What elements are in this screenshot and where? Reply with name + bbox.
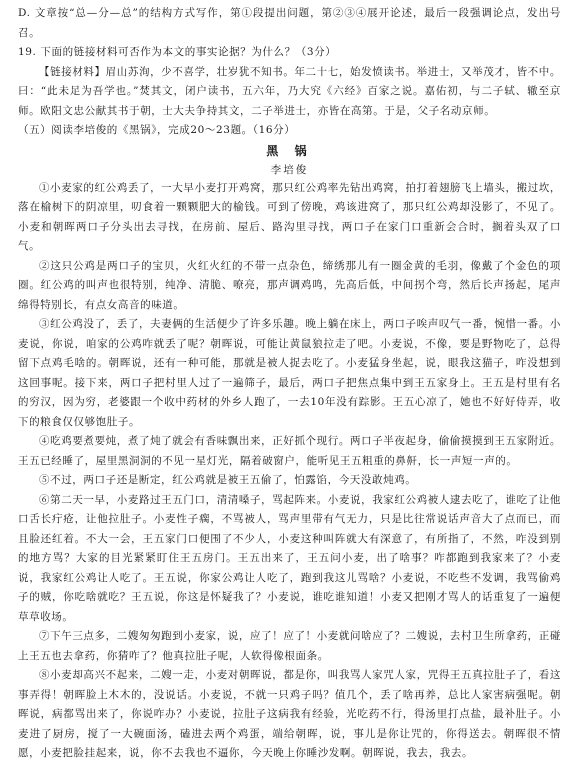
story-title: 黑 锅 — [266, 143, 313, 158]
paragraph-7: ⑦下午三点多，二嫂匆匆跑到小麦家，说，应了！应了！小麦就问啥应了？二嫂说，去村卫生所拿药，正碰上王五也去拿药，你猜咋了？他真拉肚子呢，人软得像根面条。 — [18, 630, 561, 662]
paragraph-2: ②这只公鸡是两口子的宝贝，火红火红的不带一点杂色，缔绣那儿有一圈金黄的毛羽，像戴了个金色的项圈。红公鸡的叫声也很特别，纯净、清脆、嘹亮，那声调鸡鸣，先高后低，中间拐个弯，然后长声扬起，尾声绵得特别长，有点女高音的味道。 — [18, 259, 561, 311]
story-author: 李培俊 — [270, 163, 309, 176]
link-material: 【链接材料】眉山苏洵，少不喜学，壮岁犹不知书。年二十七，始发愤读书。举进士，又举茂才，皆不中。曰：“此未足为吾学也。”焚其文，闭户读书，五六年，乃大究《六经》百家之说。嘉佑初，与二子轼、辙至京师。欧阳文忠公献其书于朝，士大夫争持其文，二子举进士，亦皆在高第。于是，父子名动京师。 — [18, 65, 561, 117]
question-19: 19. 下面的链接材料可否作为本文的事实论据？为什么？（3分） — [18, 46, 337, 58]
paragraph-4: ④吃鸡要煮要炖，煮了炖了就会有香味飘出来，正好抓个现行。两口子半夜起身，偷偷摸摸到王五家附近。王五已经睡了，屋里黑洞洞的不见一星灯光，隔着破窗户，能听见王五粗重的鼻鼾，长一声短一声的。 — [18, 435, 561, 467]
paragraph-8: ⑧小麦却高兴不起来，二嫂一走，小麦对朝晖说，都是你，叫我骂人家咒人家，咒得王五真拉肚子了，看这事弄得！朝晖脸上木木的，没说话。小麦说，不就一只鸡子吗？值几个，丢了啥再养，总比人家害病强呢。朝晖说，病都骂出来了，你说咋办？小麦说，拉肚子这病我有经验，光吃药不行，得汤里打点盐，最补肚子。小麦进了厨房，搅了一大碗面汤，磕进去两个鸡蛋，端给朝晖，说，事儿是你让咒的，你得送去。朝晖很不情愿，小麦把脸挂起来，说，你不去我也不逼你，今天晚上你睡沙发啊。朝晖说，我去，我去。 — [18, 669, 561, 759]
paragraph-5: ⑤不过，两口子还是断定，红公鸡就是被王五偷了，怕露馅，今天没敢炖鸡。 — [39, 474, 417, 486]
paragraph-1: ①小麦家的红公鸡丢了，一大早小麦打开鸡窝，那只红公鸡率先钻出鸡窝，拍打着翅膀飞上墙头，搬过坎，落在榆树下的阴凉里，叨食着一颗颗肥大的榆钱。可到了傍晚，鸡该进窝了，那只红公鸡却没影了，不见了。小麦和朝晖两口子分头出去寻找，在房前、屋后、路沟里寻找，两口子在家门口重新会合时，搁着头双了口气。 — [18, 181, 561, 252]
option-d: D. 文章按“总—分—总”的结构方式写作，第①段提出问题，第②③④展开论述，最后一段强调论点，发出号召。 — [18, 7, 561, 39]
section-5-heading: （五）阅读李培俊的《黑锅》，完成20～23题。（16分） — [18, 124, 296, 136]
paragraph-3: ③红公鸡没了，丢了，夫妻俩的生活便少了许多乐趣。晚上躺在床上，两口子唉声叹气一番，惋惜一番。小麦说，你说，咱家的公鸡咋就丢了呢？朝晖说，可能让黄鼠狼拉走了吧。小麦说，不像，要是野物吃了，总得留下点鸡毛啥的。朝晖说，还有一种可能，那就是被人捉去吃了。小麦猛身坐起，说，眼我这猫子，咋没想到这回事呢。接下来，两口子把村里人过了一遍筛子，最后，两口子把焦点集中到王五家身上。王五是村里有名的穷汉，因为穷，老婆跟一个收中药材的外乡人跑了，一去10年没有踪影。王五心凉了，她也不好好侍弄，收下的粮食仅仅够饱肚子。 — [18, 318, 561, 428]
paragraph-6: ⑥第二天一早，小麦路过王五门口，清清嗓子，骂起阵来。小麦说，我家红公鸡被人逮去吃了，谁吃了让他口舌长疔疮，让他拉肚子。小麦性子瘸，不骂被人，骂声里带有气无力，只是比往常说话声音大了点而已，而且脸还红着。不大一会，王五家门口便围了不少人，小麦这种叫阵就大有深意了，有所指了，不然，咋没到别的地方骂？大家的目光紧紧盯住王五房门。王五出来了，王五问小麦，出了啥事？咋都跑到我家来了？小麦说，我家红公鸡让人吃了。王五说，你家公鸡让人吃了，跑到我这儿骂啥？小麦说，不吃些不发调，我骂偷鸡子的贼，你吃啥就吃？王五说，你这是怀疑我了？小麦说，谁吃谁知道！小麦又把刚才骂人的话重复了一遍便草草收场。 — [18, 493, 561, 623]
